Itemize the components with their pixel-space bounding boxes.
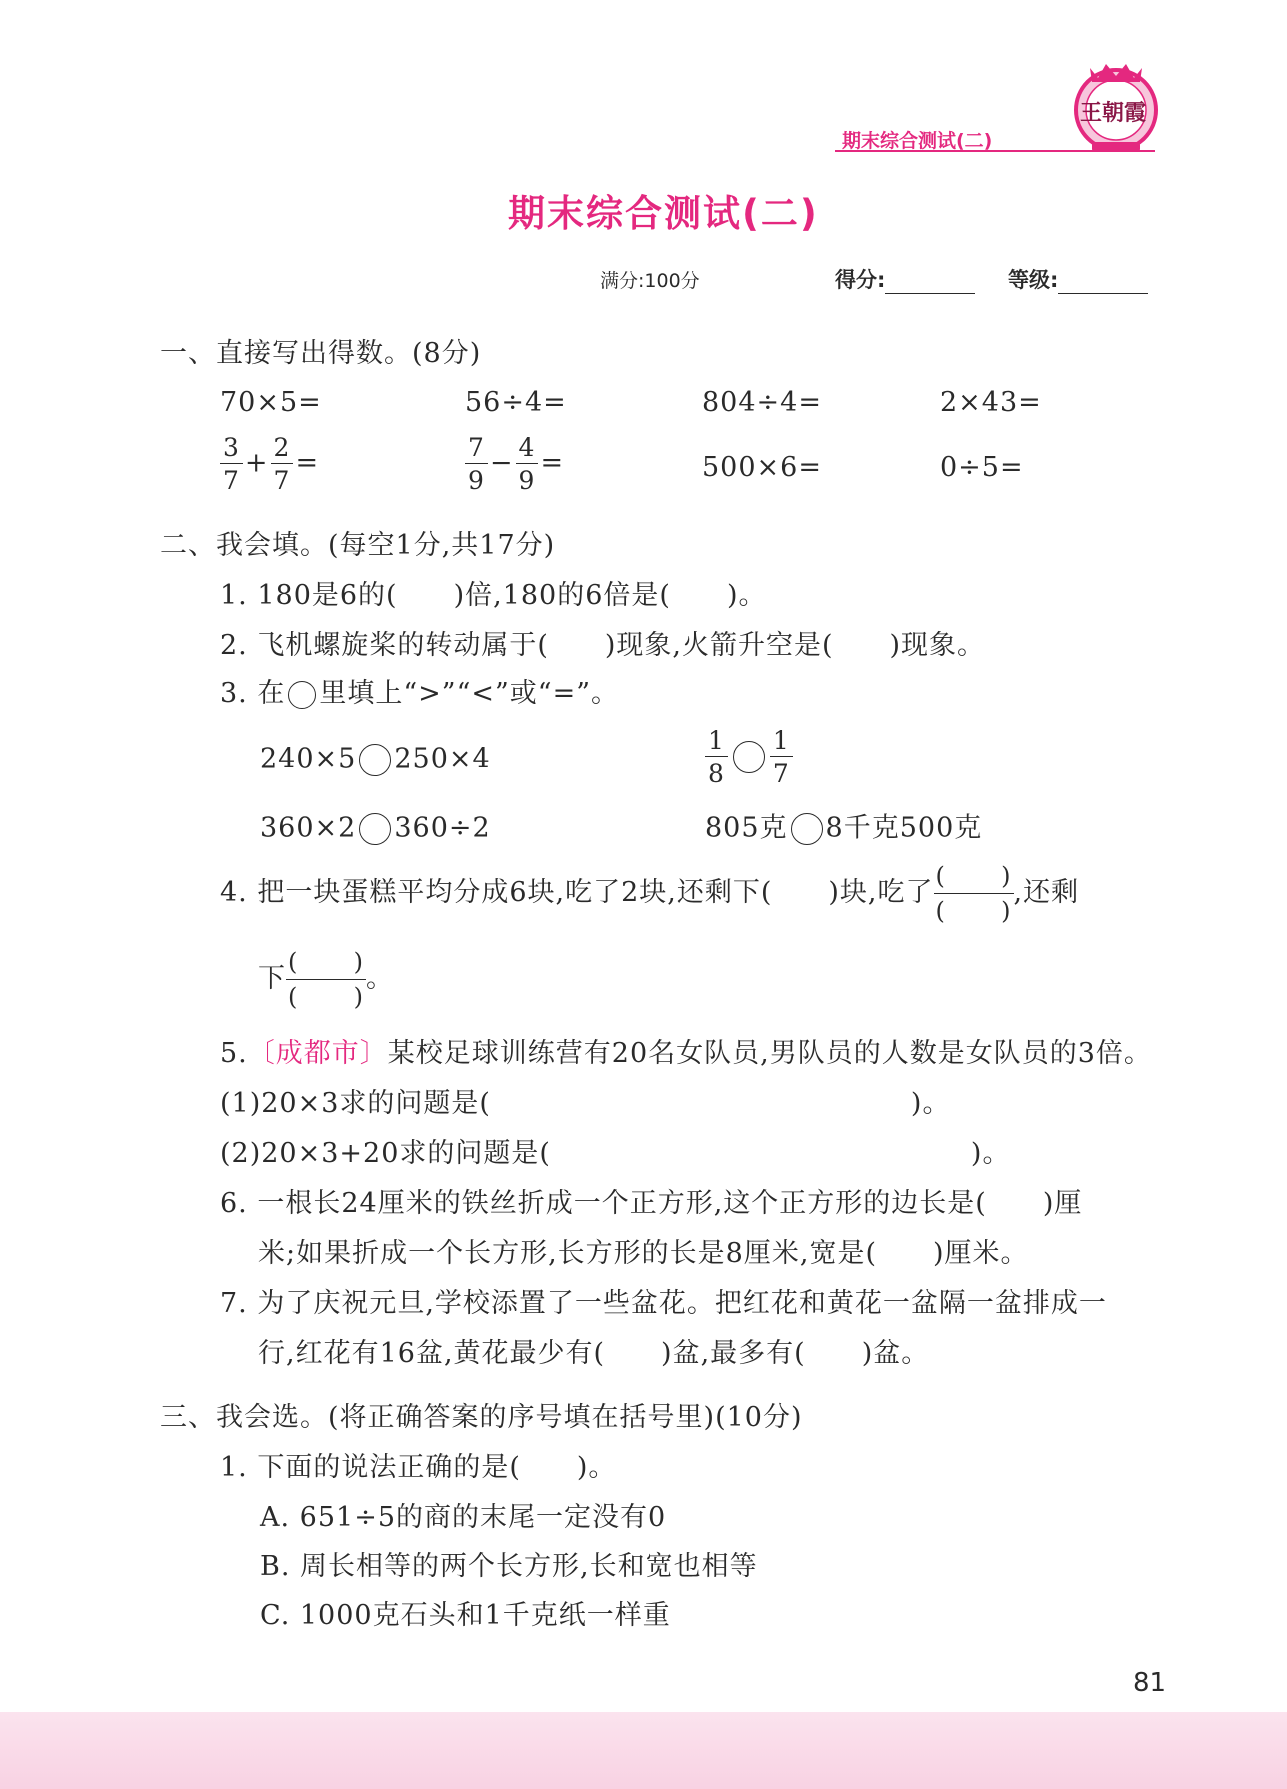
brand-logo-text: 王朝霞 — [1080, 100, 1147, 126]
fill-q5: 5.〔成都市〕某校足球训练营有20名女队员,男队员的人数是女队员的3倍。 — [220, 1038, 1152, 1069]
choice-q1: 1. 下面的说法正确的是( )。 — [220, 1452, 617, 1483]
blank-fraction[interactable]: ( ) ( ) — [288, 948, 364, 1011]
bottom-band — [0, 1712, 1287, 1789]
fill-q2: 2. 飞机螺旋桨的转动属于( )现象,火箭升空是( )现象。 — [220, 630, 986, 661]
fill-q6-line1: 6. 一根长24厘米的铁丝折成一个正方形,这个正方形的边长是( )厘 — [220, 1188, 1083, 1219]
header-tag: 期末综合测试(二) — [842, 130, 993, 152]
fill-q5-sub2: (2)20×3+20求的问题是( )。 — [220, 1138, 1011, 1169]
fraction: $\frac{1}{8}$ — [705, 728, 728, 786]
choice-a: A. 651÷5的商的末尾一定没有0 — [260, 1502, 667, 1533]
fraction: $\frac{4}{9}$ — [516, 435, 539, 493]
compare-d: 805克 8千克500克 — [705, 812, 983, 844]
section-1-heading: 一、直接写出得数。(8分) — [160, 338, 482, 369]
fill-q7-line1: 7. 为了庆祝元旦,学校添置了一些盆花。把红花和黄花一盆隔一盆排成一 — [220, 1288, 1107, 1319]
fraction: $\frac{1}{7}$ — [770, 728, 793, 786]
calc-1: 70×5= — [220, 387, 322, 418]
calc-7: 500×6= — [702, 452, 822, 483]
compare-c: 360×2 360÷2 — [260, 812, 491, 844]
compare-circle[interactable] — [791, 813, 823, 845]
fraction: $\frac{7}{9}$ — [465, 435, 488, 493]
fill-q5-sub1: (1)20×3求的问题是( )。 — [220, 1088, 951, 1119]
compare-circle[interactable] — [359, 744, 391, 776]
region-tag: 〔成都市〕 — [247, 1038, 388, 1069]
calc-3: 804÷4= — [702, 387, 822, 418]
calc-4: 2×43= — [940, 387, 1042, 418]
fill-q1: 1. 180是6的( )倍,180的6倍是( )。 — [220, 580, 767, 611]
blank-fraction[interactable]: ( ) ( ) — [935, 862, 1012, 925]
compare-circle-icon — [288, 681, 316, 709]
fill-q4-line2: 下 ( ) ( ) 。 — [258, 948, 394, 1011]
section-3-heading: 三、我会选。(将正确答案的序号填在括号里)(10分) — [160, 1402, 803, 1433]
page-number: 81 — [1133, 1668, 1167, 1698]
compare-circle[interactable] — [359, 813, 391, 845]
score-label: 得分: — [835, 268, 886, 292]
compare-a: 240×5 250×4 — [260, 743, 491, 775]
calc-6: $\frac{7}{9}$ − $\frac{4}{9}$ = — [463, 435, 564, 493]
calc-5: $\frac{3}{7}$ + $\frac{2}{7}$ = — [218, 435, 319, 493]
section-2-heading: 二、我会填。(每空1分,共17分) — [160, 530, 556, 561]
fill-q4-line1: 4. 把一块蛋糕平均分成6块,吃了2块,还剩下( )块,吃了 ( ) ( ) ,还剩 — [220, 862, 1080, 925]
calc-8: 0÷5= — [940, 452, 1024, 483]
choice-b: B. 周长相等的两个长方形,长和宽也相等 — [260, 1551, 758, 1582]
fill-q7-line2: 行,红花有16盆,黄花最少有( )盆,最多有( )盆。 — [258, 1338, 930, 1369]
choice-c: C. 1000克石头和1千克纸一样重 — [260, 1600, 671, 1631]
grade-field[interactable] — [1008, 264, 1148, 294]
fill-q3-intro: 3. 在 里填上“>”“<”或“=”。 — [220, 678, 620, 709]
score-field[interactable] — [835, 264, 975, 294]
fraction: $\frac{2}{7}$ — [271, 435, 294, 493]
score-blank[interactable] — [885, 269, 975, 294]
fill-q6-line2: 米;如果折成一个长方形,长方形的长是8厘米,宽是( )厘米。 — [258, 1238, 1029, 1269]
grade-label: 等级: — [1008, 268, 1059, 292]
grade-blank[interactable] — [1058, 269, 1148, 294]
page-title: 期末综合测试(二) — [508, 192, 819, 235]
full-score: 满分:100分 — [600, 270, 700, 292]
fraction: $\frac{3}{7}$ — [220, 435, 243, 493]
compare-circle[interactable] — [733, 741, 765, 773]
calc-2: 56÷4= — [465, 387, 567, 418]
compare-b — [703, 728, 795, 786]
